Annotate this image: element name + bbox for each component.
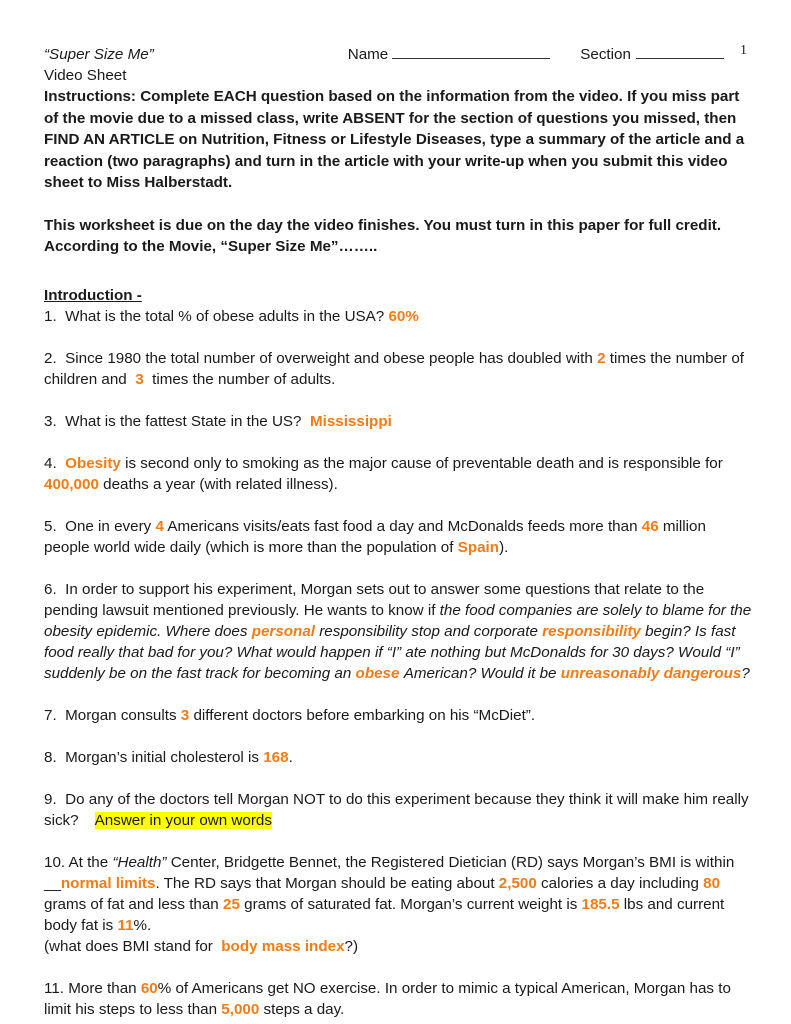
q9-number: 9. — [44, 790, 57, 808]
q10-text-i: (what does BMI stand for — [44, 937, 213, 955]
q10-underscores: __ — [44, 874, 61, 892]
question-5 — [44, 516, 752, 558]
spacer — [44, 194, 752, 215]
q9-highlighted-answer: Answer in your own words — [94, 811, 272, 829]
movie-title: “Super Size Me” — [44, 46, 154, 63]
worksheet-body — [44, 44, 752, 1020]
q11-answer-2: 5,000 — [221, 1000, 260, 1018]
q5-number: 5. — [44, 517, 57, 535]
name-label: Name — [347, 46, 389, 63]
q3-text: What is the fattest State in the US? — [65, 412, 302, 430]
q10-text-c: . The RD says that Morgan should be eating about — [155, 874, 495, 892]
q5-text-a: One in every — [65, 517, 152, 535]
q10-answer-3: 80 — [703, 874, 721, 892]
q4-answer-2: 400,000 — [44, 475, 99, 493]
q7-text-b: different doctors before embarking on his “McDiet”. — [193, 706, 536, 724]
q6-answer-2: responsibility — [542, 622, 641, 640]
q10-answer-5: 185.5 — [581, 895, 620, 913]
q8-text-b: . — [288, 748, 293, 766]
question-10-bmi-note — [44, 936, 752, 957]
q5-answer-2: 46 — [641, 517, 659, 535]
question-4 — [44, 453, 752, 495]
q6-italic-d: American? Would it be — [403, 664, 557, 682]
q4-text-a: is second only to smoking as the major cause of preventable death and is responsible for — [125, 454, 723, 472]
q11-text-a: More than — [68, 979, 137, 997]
q10-answer-2: 2,500 — [498, 874, 537, 892]
q4-number: 4. — [44, 454, 57, 472]
due-note: This worksheet is due on the day the video finishes. You must turn in this paper for full credit. — [44, 216, 722, 234]
instructions-body: Complete EACH question based on the information from the video. If you miss part of the movie due to a missed class, write ABSENT for the section of questions you missed, then FIND AN ARTICLE on Nutrition, Fitness or Lifestyle Diseases, type a summary of the article and a reaction (two paragraphs) and turn in the article with your write-up when you submit this video sheet to Miss Halberstadt. — [44, 88, 745, 191]
question-8 — [44, 747, 752, 768]
q6-answer-4: unreasonably dangerous — [560, 664, 742, 682]
q10-answer-4: 25 — [223, 895, 240, 913]
question-10 — [44, 852, 752, 936]
section-heading-introduction: Introduction - — [44, 286, 142, 304]
instructions-paragraph — [44, 86, 752, 194]
q10-answer-7: body mass index — [221, 937, 345, 955]
q10-text-b: Center, Bridgette Bennet, the Registered Dietician (RD) says Morgan’s BMI is within — [170, 853, 735, 871]
q10-number: 10. — [44, 853, 66, 871]
q6-answer-3: obese — [355, 664, 400, 682]
question-3 — [44, 411, 752, 432]
q10-answer-1: normal limits — [60, 874, 156, 892]
q7-text-a: Morgan consults — [65, 706, 177, 724]
question-2 — [44, 348, 752, 390]
q11-number: 11. — [44, 979, 64, 997]
q5-answer-1: 4 — [155, 517, 164, 535]
q10-text-f: grams of saturated fat. Morgan’s current weight is — [244, 895, 578, 913]
question-6 — [44, 579, 752, 684]
q8-answer: 168 — [263, 748, 289, 766]
page-number: 1 — [740, 43, 747, 58]
q10-text-d: calories a day including — [541, 874, 699, 892]
q5-answer-3: Spain — [457, 538, 500, 556]
section-field-blank[interactable] — [636, 45, 724, 59]
section-label: Section — [580, 46, 631, 63]
q6-text-a: In order to support his experiment, Morgan sets out to answer some questions that relate to the pending lawsuit mentioned previously. He wants to know if — [44, 580, 705, 619]
name-field-blank[interactable] — [392, 45, 550, 59]
q10-text-g: lbs and current body fat is — [44, 895, 725, 934]
q1-number: 1. — [44, 307, 57, 325]
q2-text-b: times the number of children and — [44, 349, 744, 388]
q6-italic-a: the food companies are solely to blame for the obesity epidemic. Where does — [44, 601, 752, 640]
question-9 — [44, 789, 752, 831]
q2-text-c: times the number of adults. — [152, 370, 336, 388]
q2-answer-1: 2 — [597, 349, 606, 367]
q5-text-c: million people world wide daily (which is more than the population of — [44, 517, 706, 556]
q6-italic-c: begin? Is fast food really that bad for you? What would happen if “I” ate nothing but McDonalds for 30 days? Would “I” suddenly be on the fast track for becoming an — [44, 622, 740, 682]
video-sheet-subtitle: Video Sheet — [44, 67, 127, 84]
q11-answer-1: 60 — [140, 979, 158, 997]
question-7 — [44, 705, 752, 726]
according-note: According to the Movie, “Super Size Me”…….. — [44, 238, 378, 255]
q6-italic-e: ? — [741, 664, 750, 682]
q2-number: 2. — [44, 349, 57, 367]
q10-text-e: grams of fat and less than — [44, 895, 219, 913]
q8-number: 8. — [44, 748, 57, 766]
q7-answer: 3 — [180, 706, 190, 724]
q11-text-b: % of Americans get NO exercise. In order to mimic a typical American, Morgan has to limit his steps to less than — [44, 979, 731, 1018]
question-11 — [44, 978, 752, 1020]
q1-answer: 60% — [388, 307, 419, 325]
q6-number: 6. — [44, 580, 57, 598]
q5-text-b: Americans visits/eats fast food a day and McDonalds feeds more than — [167, 517, 638, 535]
q4-text-b: deaths a year (with related illness). — [103, 475, 338, 493]
q8-text-a: Morgan’s initial cholesterol is — [65, 748, 259, 766]
q4-answer-1: Obesity — [65, 454, 121, 472]
q3-answer: Mississippi — [309, 412, 392, 430]
q2-answer-2: 3 — [135, 370, 144, 388]
q10-text-j: ?) — [344, 937, 359, 955]
q1-text: What is the total % of obese adults in the USA? — [65, 307, 385, 325]
q10-answer-6: 11 — [117, 916, 134, 934]
instructions-label: Instructions: — [44, 88, 136, 105]
header-row — [44, 44, 752, 65]
introduction-section — [44, 285, 752, 1020]
q5-text-d: ). — [499, 538, 509, 556]
q2-text-a: Since 1980 the total number of overweight and obese people has doubled with — [65, 349, 593, 367]
q6-italic-b: responsibility stop and corporate — [319, 622, 538, 640]
q7-number: 7. — [44, 706, 57, 724]
q10-text-a: At the — [68, 853, 109, 871]
q9-text-a: Do any of the doctors tell Morgan NOT to do this experiment because they think it will make him really sick? — [44, 790, 749, 829]
question-1 — [44, 306, 752, 327]
q3-number: 3. — [44, 412, 57, 430]
q10-italic-health: “Health” — [112, 853, 167, 871]
q11-text-c: steps a day. — [263, 1000, 345, 1018]
q6-answer-1: personal — [251, 622, 315, 640]
q10-text-h: %. — [133, 916, 152, 934]
